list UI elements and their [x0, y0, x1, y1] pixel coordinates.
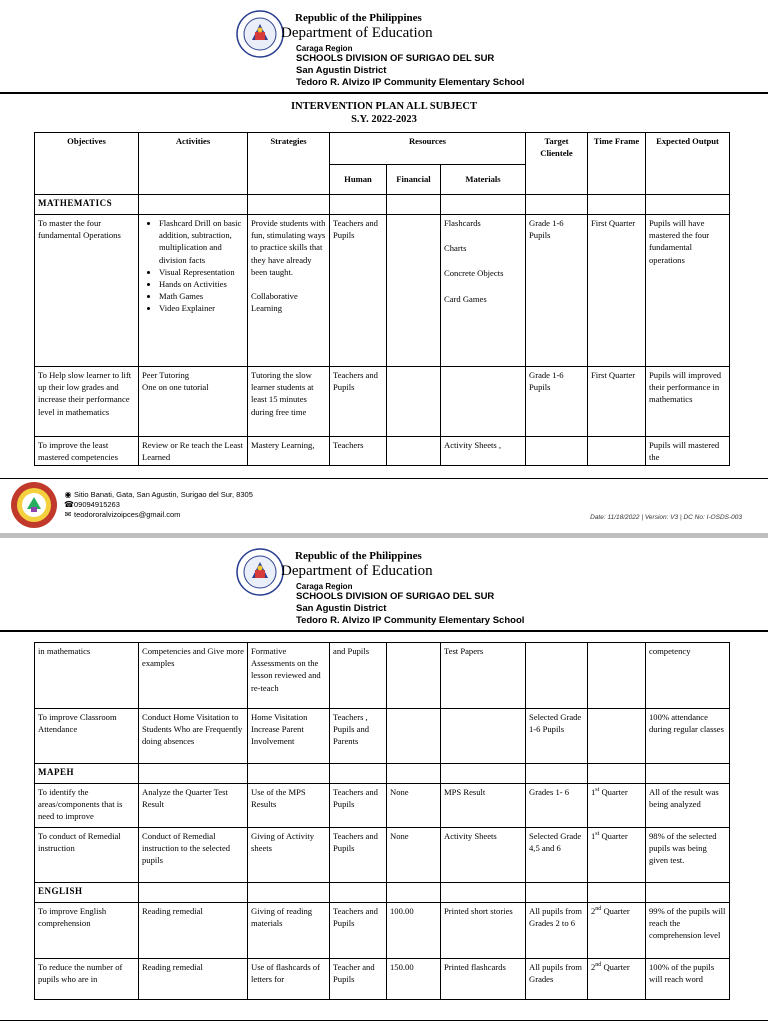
human-cell: Teachers , Pupils and Parents — [330, 709, 387, 764]
intervention-table-page-2 — [34, 642, 730, 1000]
header-rule — [0, 92, 768, 94]
activity-item: • Math Games — [159, 290, 244, 302]
activity-item: • Flashcard Drill on basic addition, subtraction, multiplication and division facts — [159, 217, 244, 266]
table-row — [35, 367, 730, 437]
col-time: Time Frame — [588, 133, 646, 195]
activities-cell: Review or Re teach the Least Learned — [139, 437, 248, 466]
col-resources: Resources — [330, 133, 526, 165]
location-pin-icon: ◉ — [64, 490, 72, 499]
col-strategies: Strategies — [248, 133, 330, 195]
division-line: SCHOOLS DIVISION OF SURIGAO DEL SUR — [296, 591, 495, 602]
materials-cell: Printed flashcards — [441, 959, 526, 1000]
table-row — [35, 959, 730, 1000]
strategy-text: Collaborative Learning — [251, 291, 298, 314]
target-cell: Grade 1-6 Pupils — [526, 215, 588, 367]
section-label: MAPEH — [35, 764, 139, 784]
materials-cell: Test Papers — [441, 643, 526, 709]
school-seal-icon — [10, 481, 58, 529]
school-line: Tedoro R. Alvizo IP Community Elementary School — [296, 77, 525, 88]
material-item: Card Games — [444, 293, 487, 304]
document-control-info: Date: 11/18/2022 | Version: V3 | DC No: I-OSDS-003 — [590, 514, 742, 521]
materials-cell — [441, 367, 526, 437]
republic-line: Republic of the Philippines — [295, 550, 422, 562]
output-cell: 100% of the pupils will reach word — [646, 959, 730, 1000]
section-row-mathematics — [35, 195, 730, 215]
strategies-cell: Mastery Learning, — [248, 437, 330, 466]
activity-item: Peer Tutoring — [142, 370, 190, 380]
footer-email — [64, 510, 253, 520]
time-cell: 2nd Quarter — [588, 959, 646, 1000]
strategies-cell: Use of the MPS Results — [248, 784, 330, 828]
header-rule — [0, 630, 768, 632]
objective-cell: To reduce the number of pupils who are in — [35, 959, 139, 1000]
materials-cell: MPS Result — [441, 784, 526, 828]
human-cell: Teachers and Pupils — [330, 367, 387, 437]
output-cell: 98% of the selected pupils was being given test. — [646, 828, 730, 883]
deped-seal-icon — [236, 10, 284, 58]
activities-cell — [139, 215, 248, 367]
republic-line: Republic of the Philippines — [295, 12, 422, 24]
financial-cell: None — [387, 784, 441, 828]
output-cell: All of the result was being analyzed — [646, 784, 730, 828]
section-row-english — [35, 883, 730, 903]
table-row — [35, 903, 730, 959]
activities-cell: Analyze the Quarter Test Result — [139, 784, 248, 828]
table-row — [35, 437, 730, 466]
target-cell: Grades 1- 6 — [526, 784, 588, 828]
target-cell — [526, 437, 588, 466]
material-item: Charts — [444, 243, 467, 254]
target-cell: Grade 1-6 Pupils — [526, 367, 588, 437]
footer-rule — [0, 1020, 768, 1021]
output-cell: Pupils will have mastered the four fundamental operations — [646, 215, 730, 367]
activity-item: One on one tutorial — [142, 382, 209, 393]
department-line: Department of Education — [281, 25, 433, 41]
email-text: teodororalvizoipces@gmail.com — [74, 510, 181, 519]
activities-cell: Reading remedial — [139, 959, 248, 1000]
output-cell: Pupils will improved their performance in mathematics — [646, 367, 730, 437]
department-line: Department of Education — [281, 563, 433, 579]
plan-year: S.Y. 2022-2023 — [351, 114, 417, 125]
strategies-cell: Giving of reading materials — [248, 903, 330, 959]
page-footer — [0, 478, 768, 533]
strategies-cell — [248, 215, 330, 367]
district-line: San Agustin District — [296, 65, 387, 76]
col-target: Target Clientele — [526, 133, 588, 195]
human-cell: Teachers and Pupils — [330, 903, 387, 959]
footer-phone — [64, 500, 253, 510]
plan-title: INTERVENTION PLAN ALL SUBJECT — [290, 101, 478, 112]
objective-cell: in mathematics — [35, 643, 139, 709]
region-line: Caraga Region — [296, 44, 353, 53]
financial-cell: 100.00 — [387, 903, 441, 959]
col-financial: Financial — [387, 165, 441, 195]
objective-cell: To Help slow learner to lift up their low grades and increase their performance level in mathematics — [35, 367, 139, 437]
financial-cell — [387, 709, 441, 764]
output-cell: competency — [646, 643, 730, 709]
human-cell: Teachers and Pupils — [330, 784, 387, 828]
phone-text: 09094915263 — [74, 500, 120, 509]
strategies-cell: Use of flashcards of letters for — [248, 959, 330, 1000]
human-cell: Teachers and Pupils — [330, 828, 387, 883]
table-row — [35, 709, 730, 764]
activities-cell: Conduct Home Visitation to Students Who are Frequently doing absences — [139, 709, 248, 764]
time-cell: 1st Quarter — [588, 828, 646, 883]
phone-icon: ☎ — [64, 500, 74, 509]
school-line: Tedoro R. Alvizo IP Community Elementary School — [296, 615, 525, 626]
target-cell: All pupils from Grades 2 to 6 — [526, 903, 588, 959]
deped-seal-icon — [236, 548, 284, 596]
human-cell: Teachers — [330, 437, 387, 466]
col-human: Human — [330, 165, 387, 195]
time-cell: 2nd Quarter — [588, 903, 646, 959]
materials-cell — [441, 709, 526, 764]
district-line: San Agustin District — [296, 603, 387, 614]
time-cell: 1st Quarter — [588, 784, 646, 828]
letterhead — [0, 0, 768, 96]
materials-cell: Activity Sheets , — [441, 437, 526, 466]
col-materials: Materials — [441, 165, 526, 195]
human-cell: Teachers and Pupils — [330, 215, 387, 367]
section-label: ENGLISH — [35, 883, 139, 903]
col-output: Expected Output — [646, 133, 730, 195]
human-cell: Teacher and Pupils — [330, 959, 387, 1000]
objective-cell: To identify the areas/components that is need to improve — [35, 784, 139, 828]
strategy-text: Provide students with fun, stimulating ways to practice skills that they have already been taught. — [251, 218, 326, 277]
time-cell — [588, 709, 646, 764]
human-cell: and Pupils — [330, 643, 387, 709]
activity-item: • Visual Representation — [159, 266, 244, 278]
time-cell — [588, 643, 646, 709]
materials-cell — [441, 215, 526, 367]
financial-cell — [387, 437, 441, 466]
target-cell: All pupils from Grades — [526, 959, 588, 1000]
activities-cell: Conduct of Remedial instruction to the selected pupils — [139, 828, 248, 883]
financial-cell: 150.00 — [387, 959, 441, 1000]
activity-item: • Hands on Activities — [159, 278, 244, 290]
activities-cell: Competencies and Give more examples — [139, 643, 248, 709]
strategies-cell: Tutoring the slow learner students at least 15 minutes during free time — [248, 367, 330, 437]
table-row — [35, 215, 730, 367]
strategies-cell: Home Visitation Increase Parent Involvement — [248, 709, 330, 764]
objective-cell: To improve English comprehension — [35, 903, 139, 959]
output-cell: Pupils will mastered the — [646, 437, 730, 466]
table-row — [35, 784, 730, 828]
target-cell — [526, 643, 588, 709]
material-item: Flashcards — [444, 218, 481, 228]
email-icon: ✉ — [64, 510, 72, 519]
time-cell: First Quarter — [588, 367, 646, 437]
objective-cell: To improve the least mastered competencies — [35, 437, 139, 466]
section-row-mapeh — [35, 764, 730, 784]
document-page-2 — [0, 538, 768, 1024]
output-cell: 99% of the pupils will reach the comprehension level — [646, 903, 730, 959]
strategies-cell: Formative Assessments on the lesson reviewed and re-teach — [248, 643, 330, 709]
objective-cell: To master the four fundamental Operations — [35, 215, 139, 367]
target-cell: Selected Grade 4,5 and 6 — [526, 828, 588, 883]
division-line: SCHOOLS DIVISION OF SURIGAO DEL SUR — [296, 53, 495, 64]
table-row — [35, 643, 730, 709]
activities-cell: Reading remedial — [139, 903, 248, 959]
address-text: Sitio Banati, Gata, San Agustin, Surigao del Sur, 8305 — [74, 490, 253, 499]
footer-address — [64, 490, 253, 500]
time-cell: First Quarter — [588, 215, 646, 367]
financial-cell: None — [387, 828, 441, 883]
target-cell: Selected Grade 1-6 Pupils — [526, 709, 588, 764]
material-item: Concrete Objects — [444, 268, 504, 279]
financial-cell — [387, 643, 441, 709]
materials-cell: Printed short stories — [441, 903, 526, 959]
financial-cell — [387, 367, 441, 437]
financial-cell — [387, 215, 441, 367]
intervention-table-page-1 — [34, 132, 730, 466]
region-line: Caraga Region — [296, 582, 353, 591]
section-label: MATHEMATICS — [35, 195, 139, 215]
strategies-cell: Giving of Activity sheets — [248, 828, 330, 883]
objective-cell: To improve Classroom Attendance — [35, 709, 139, 764]
activities-cell — [139, 367, 248, 437]
letterhead — [0, 538, 768, 634]
time-cell — [588, 437, 646, 466]
output-cell: 100% attendance during regular classes — [646, 709, 730, 764]
table-row — [35, 828, 730, 883]
materials-cell: Activity Sheets — [441, 828, 526, 883]
col-objectives: Objectives — [35, 133, 139, 195]
activity-item: • Video Explainer — [159, 302, 244, 314]
col-activities: Activities — [139, 133, 248, 195]
objective-cell: To conduct of Remedial instruction — [35, 828, 139, 883]
